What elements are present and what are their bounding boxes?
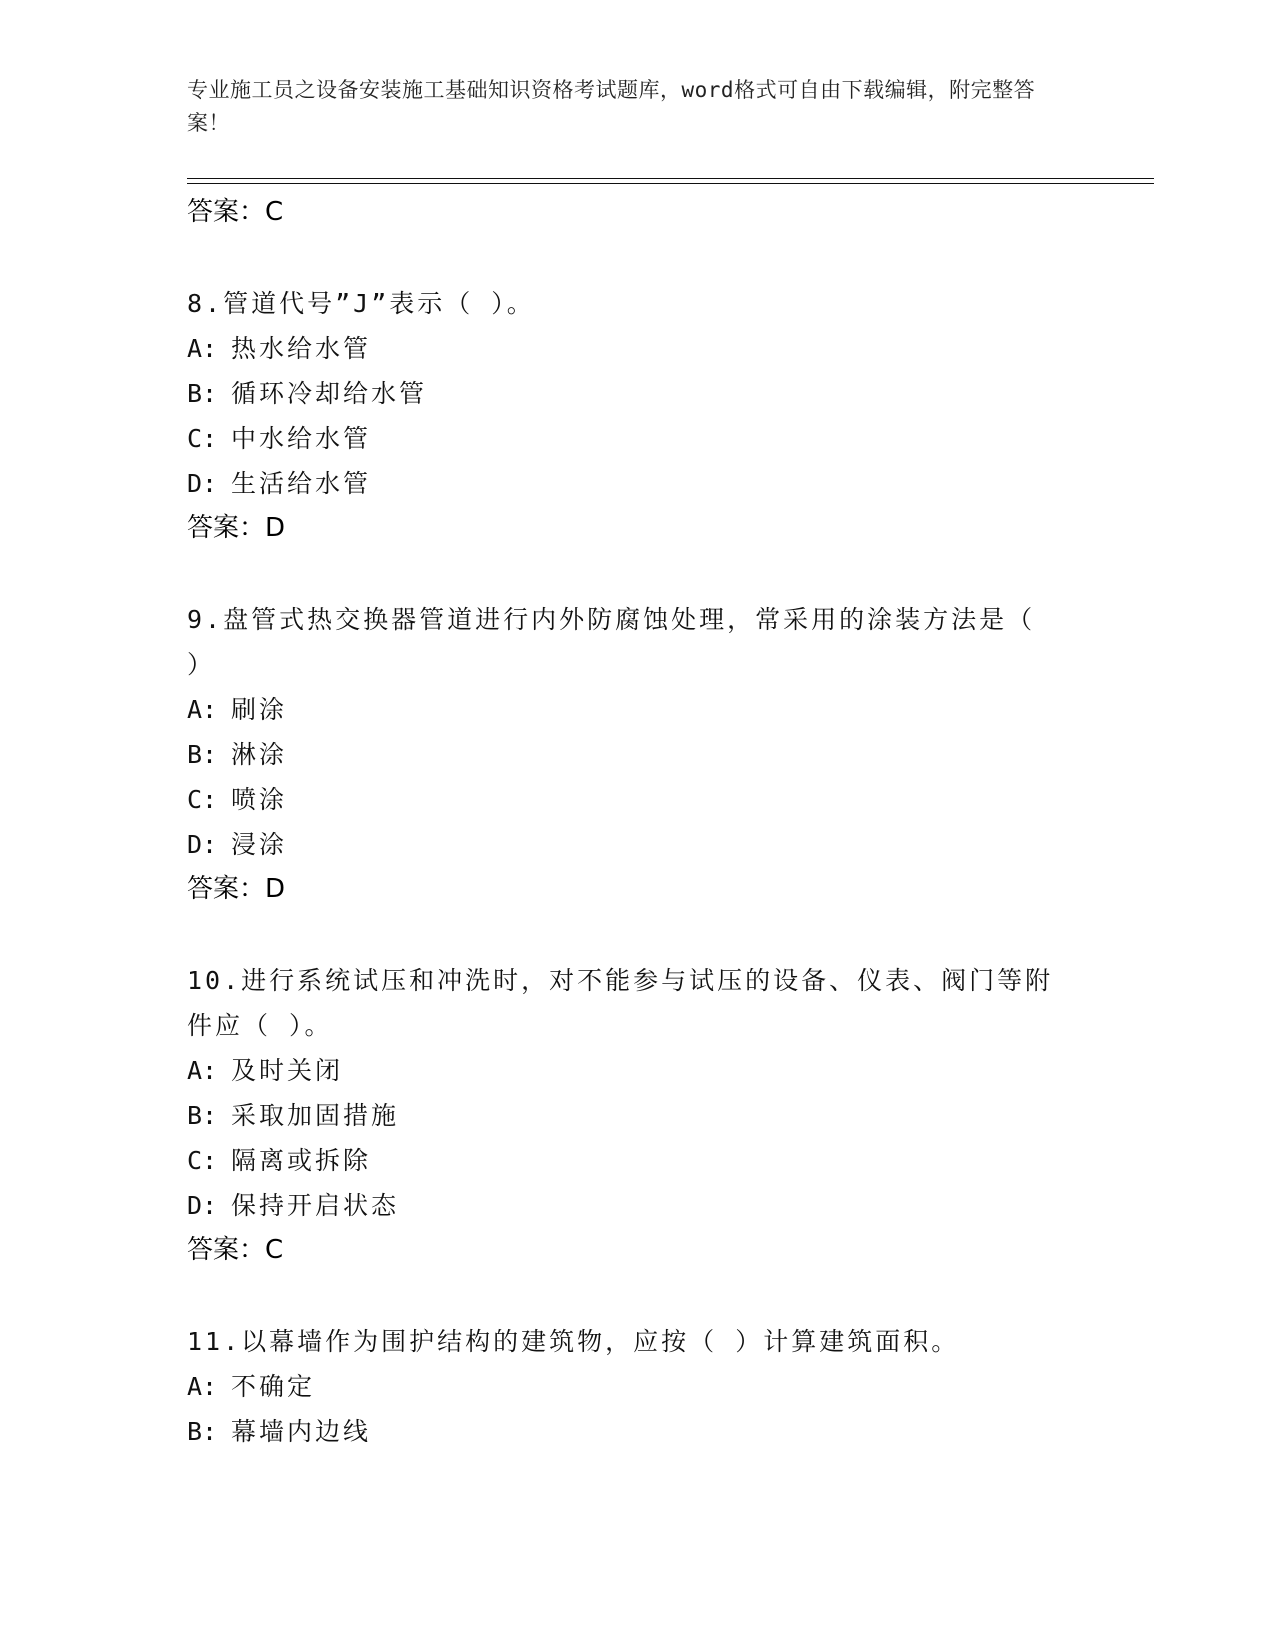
option-text: 隔离或拆除 xyxy=(231,1146,372,1175)
header-divider-top xyxy=(187,178,1154,179)
spacer xyxy=(187,235,1087,281)
option-c xyxy=(187,416,1087,461)
option-letter: B: xyxy=(187,1417,218,1446)
option-letter: B: xyxy=(187,740,218,769)
option-text: 不确定 xyxy=(231,1372,316,1401)
option-letter: B: xyxy=(187,379,218,408)
option-text: 保持开启状态 xyxy=(231,1191,400,1220)
option-text: 刷涂 xyxy=(231,695,288,724)
header-divider-bottom xyxy=(187,183,1154,184)
option-letter: A: xyxy=(187,1372,218,1401)
option-b xyxy=(187,1409,1087,1454)
option-d xyxy=(187,1183,1087,1228)
answer-line: 答案：C xyxy=(187,1235,284,1265)
question-text: 10.进行系统试压和冲洗时，对不能参与试压的设备、仪表、阀门等附件应（ ）。 xyxy=(187,966,1054,1040)
option-text: 中水给水管 xyxy=(231,424,372,453)
option-letter: B: xyxy=(187,1101,218,1130)
option-a xyxy=(187,1048,1087,1093)
question-text: 11.以幕墙作为围护结构的建筑物，应按（ ）计算建筑面积。 xyxy=(187,1327,960,1356)
option-text: 浸涂 xyxy=(231,830,288,859)
option-letter: A: xyxy=(187,334,218,363)
question-8 xyxy=(187,281,1087,551)
option-text: 采取加固措施 xyxy=(231,1101,400,1130)
answer-line: 答案：C xyxy=(187,197,284,227)
option-letter: C: xyxy=(187,785,218,814)
option-a xyxy=(187,1364,1087,1409)
option-text: 及时关闭 xyxy=(231,1056,344,1085)
spacer xyxy=(187,912,1087,958)
option-a xyxy=(187,687,1087,732)
document-header: 专业施工员之设备安装施工基础知识资格考试题库，word格式可自由下载编辑，附完整答案！ xyxy=(187,78,1036,135)
option-text: 热水给水管 xyxy=(231,334,372,363)
option-b xyxy=(187,1093,1087,1138)
spacer xyxy=(187,551,1087,597)
answer-line: 答案：D xyxy=(187,874,286,904)
spacer xyxy=(187,1273,1087,1319)
option-b xyxy=(187,732,1087,777)
option-text: 循环冷却给水管 xyxy=(231,379,428,408)
answer-line: 答案：D xyxy=(187,513,286,543)
option-letter: D: xyxy=(187,830,218,859)
option-b xyxy=(187,371,1087,416)
option-d xyxy=(187,822,1087,867)
question-10 xyxy=(187,958,1087,1273)
option-letter: A: xyxy=(187,695,218,724)
option-letter: A: xyxy=(187,1056,218,1085)
option-text: 淋涂 xyxy=(231,740,288,769)
option-c xyxy=(187,777,1087,822)
option-text: 生活给水管 xyxy=(231,469,372,498)
option-a xyxy=(187,326,1087,371)
option-letter: C: xyxy=(187,424,218,453)
option-text: 幕墙内边线 xyxy=(231,1417,372,1446)
question-text: 8.管道代号”J”表示（ ）。 xyxy=(187,289,535,318)
question-11 xyxy=(187,1319,1087,1454)
option-letter: D: xyxy=(187,469,218,498)
option-letter: C: xyxy=(187,1146,218,1175)
option-letter: D: xyxy=(187,1191,218,1220)
question-text: 9.盘管式热交换器管道进行内外防腐蚀处理，常采用的涂装方法是（ ） xyxy=(187,605,1036,679)
option-text: 喷涂 xyxy=(231,785,288,814)
option-d xyxy=(187,461,1087,506)
question-9 xyxy=(187,597,1087,912)
option-c xyxy=(187,1138,1087,1183)
question-list xyxy=(187,190,1087,1454)
